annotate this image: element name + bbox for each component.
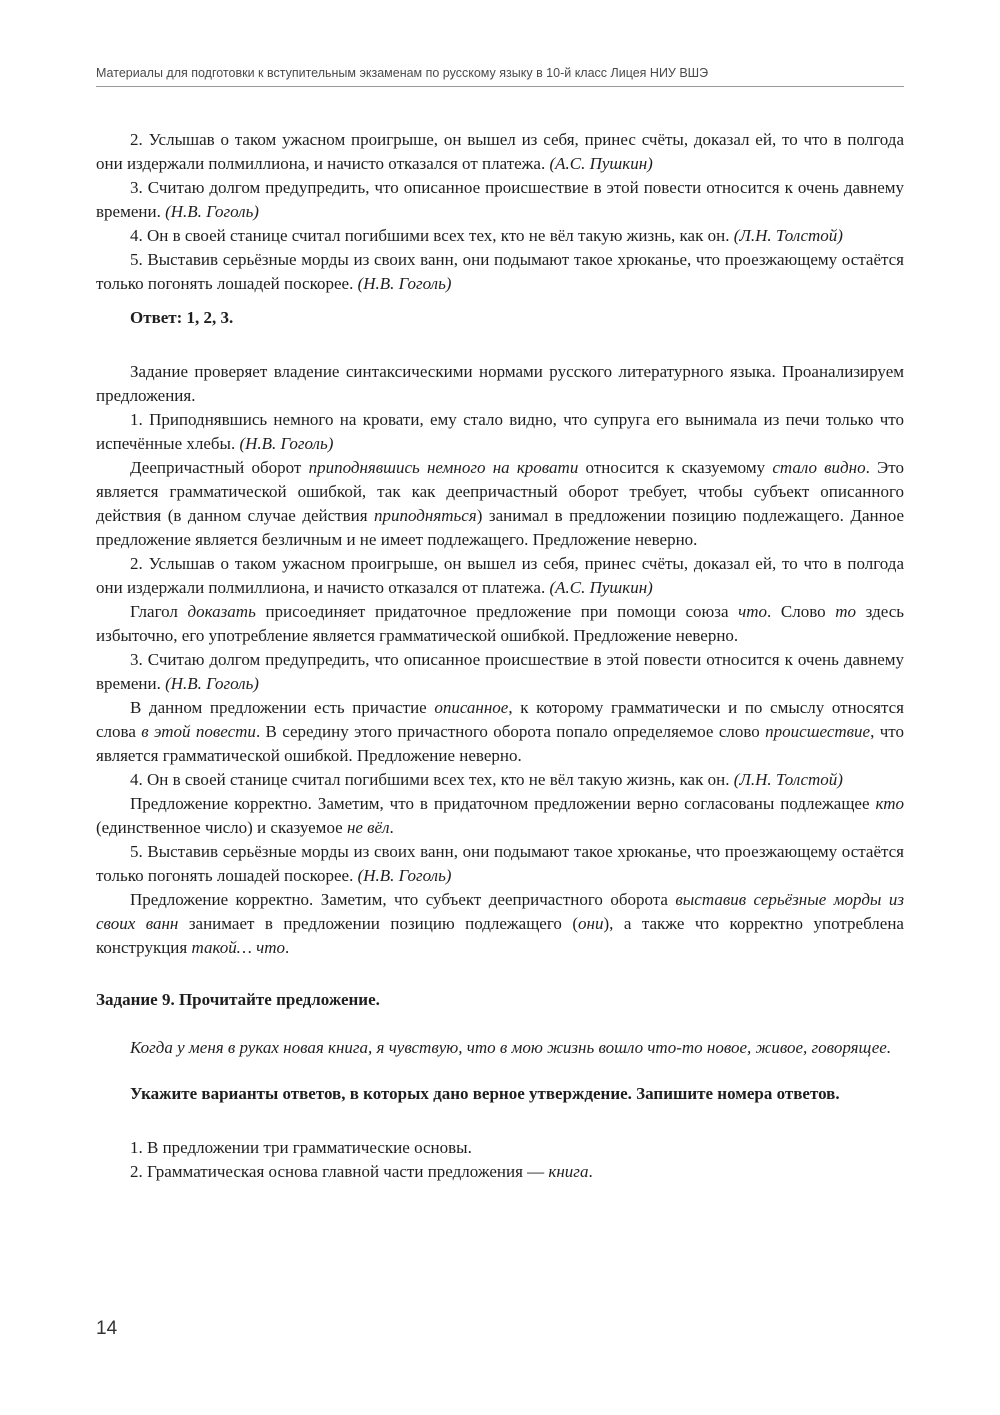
list-item: 4. Он в своей станице считал погибшими всех тех, кто не вёл такую жизнь, как он. (Л.Н. Толстой): [130, 226, 843, 245]
list-item: 5. Выставив серьёзные морды из своих ванн, они подымают такое хрюканье, что проезжающему остаётся только погонять лошадей поскорее. (Н.В. Гоголь): [96, 250, 905, 293]
option-item: 2. Грамматическая основа главной части предложения — книга.: [130, 1162, 593, 1181]
analysis-comment-1: Деепричастный оборот приподнявшись немного на кровати относится к сказуемому стало видно. Это является грамматической ошибкой, так как деепричастный оборот требует, чтобы субъект описанного действия (в данном случае действия приподняться) занимал в предложении позицию подлежащего. Данное предложение является безличным и не имеет подлежащего. Предложение неверно.: [96, 458, 904, 549]
analysis-sentence-4: 4. Он в своей станице считал погибшими всех тех, кто не вёл такую жизнь, как он. (Л.Н. Толстой): [130, 770, 843, 789]
task9-quote: Когда у меня в руках новая книга, я чувствую, что в мою жизнь вошло что-то новое, живое, говорящее.: [130, 1038, 892, 1057]
analysis-sentence-2: 2. Услышав о таком ужасном проигрыше, он вышел из себя, принес счёты, доказал ей, то что в полгода они издержали полмиллиона, и начисто отказался от платежа. (А.С. Пушкин): [96, 554, 905, 597]
list-item: 3. Считаю долгом предупредить, что описанное происшествие в этой повести относится к очень давнему времени. (Н.В. Гоголь): [96, 178, 905, 221]
analysis-comment-3: В данном предложении есть причастие описанное, к которому грамматически и по смыслу относятся слова в этой повести. В середину этого причастного оборота попало определяемое слово происшествие, что является грамматической ошибкой. Предложение неверно.: [96, 698, 904, 765]
analysis-comment-2: Глагол доказать присоединяет придаточное предложение при помощи союза что. Слово то здесь избыточно, его употребление является грамматической ошибкой. Предложение неверно.: [96, 602, 905, 645]
analysis-comment-5: Предложение корректно. Заметим, что субъект деепричастного оборота выставив серьёзные морды из своих ванн занимает в предложении позицию подлежащего (они), а также что корректно употреблена конструкция такой… что.: [96, 890, 904, 957]
list-item: 2. Услышав о таком ужасном проигрыше, он вышел из себя, принес счёты, доказал ей, то что в полгода они издержали полмиллиона, и начисто отказался от платежа. (А.С. Пушкин): [96, 130, 905, 173]
running-header: Материалы для подготовки к вступительным экзаменам по русскому языку в 10-й класс Лицея НИУ ВШЭ: [96, 66, 904, 87]
analysis-intro: Задание проверяет владение синтаксическими нормами русского литературного языка. Проанализируем предложения.: [96, 362, 904, 405]
analysis-sentence-3: 3. Считаю долгом предупредить, что описанное происшествие в этой повести относится к очень давнему времени. (Н.В. Гоголь): [96, 650, 905, 693]
task9-title: Задание 9. Прочитайте предложение.: [96, 990, 380, 1009]
analysis-comment-4: Предложение корректно. Заметим, что в придаточном предложении верно согласованы подлежащее кто (единственное число) и сказуемое не вёл.: [96, 794, 904, 837]
analysis-sentence-5: 5. Выставив серьёзные морды из своих ванн, они подымают такое хрюканье, что проезжающему остаётся только погонять лошадей поскорее. (Н.В. Гоголь): [96, 842, 905, 885]
analysis-sentence-1: 1. Приподнявшись немного на кровати, ему стало видно, что супруга его вынимала из печи только что испечённые хлебы. (Н.В. Гоголь): [96, 410, 904, 453]
page-number: 14: [96, 1318, 118, 1339]
answer: Ответ: 1, 2, 3.: [130, 308, 234, 327]
option-item: 1. В предложении три грамматические основы.: [130, 1138, 472, 1157]
task9-instruction: Укажите варианты ответов, в которых дано верное утверждение. Запишите номера ответов.: [130, 1084, 840, 1103]
page-content: [96, 128, 904, 1184]
